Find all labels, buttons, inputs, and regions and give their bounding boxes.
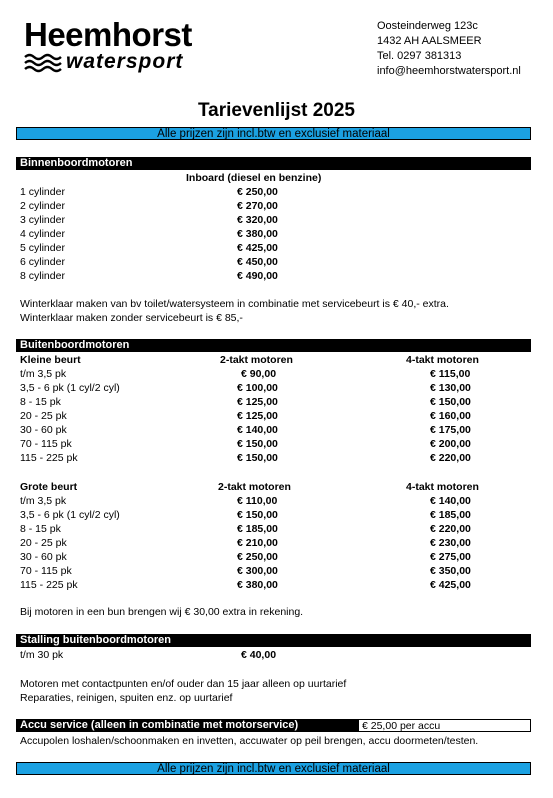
price-4takt: € 350,00 [430,565,471,577]
row-label: 2 cylinder [20,200,65,212]
table-row [20,564,520,578]
section-header-accu: Accu service (alleen in combinatie met motorservice) [16,719,358,732]
row-price: € 250,00 [237,186,278,198]
col-4takt-header: 4-takt motoren [406,354,479,366]
row-label: 115 - 225 pk [20,452,78,464]
table-row [20,648,520,662]
table-row [20,269,520,283]
table-row [20,367,520,381]
table-row [20,522,520,536]
price-2takt: € 150,00 [237,509,278,521]
section-header-stalling: Stalling buitenboordmotoren [16,634,531,647]
winterklaar-note: Winterklaar maken van bv toilet/watersysteem in combinatie met servicebeurt is € 40,- extra. [20,298,449,310]
price-4takt: € 220,00 [430,452,471,464]
row-price: € 450,00 [237,256,278,268]
price-2takt: € 110,00 [237,495,278,507]
row-label: t/m 3,5 pk [20,368,67,380]
table-row [20,536,520,550]
row-label: 115 - 225 pk [20,579,78,591]
table-row [20,578,520,592]
address-email[interactable]: info@heemhorstwatersport.nl [377,65,521,77]
waves-icon [24,53,64,73]
accu-price-box: € 25,00 per accu [358,719,531,732]
logo-text: Heemhorst [24,16,192,53]
row-label: 30 - 60 pk [20,551,67,563]
inboard-subheader: Inboard (diesel en benzine) [186,172,322,184]
section-header-binnenboord: Binnenboordmotoren [16,157,531,170]
row-label: 3,5 - 6 pk (1 cyl/2 cyl) [20,509,120,521]
price-4takt: € 160,00 [430,410,471,422]
address-city: 1432 AH AALSMEER [377,35,482,47]
price-2takt: € 90,00 [241,368,277,380]
table-row [20,451,520,465]
row-label: 8 - 15 pk [20,523,61,535]
table-row [20,241,520,255]
table-row [20,227,520,241]
section-header-buitenboord: Buitenboordmotoren [16,339,531,352]
price-4takt: € 185,00 [430,509,471,521]
table-row [20,185,520,199]
logo-subtext: watersport [66,50,184,73]
row-label: 20 - 25 pk [20,410,67,422]
price-4takt: € 230,00 [430,537,471,549]
table-row [20,213,520,227]
row-label: t/m 30 pk [20,649,64,661]
price-4takt: € 140,00 [430,495,471,507]
price-2takt: € 150,00 [237,452,278,464]
row-label: 30 - 60 pk [20,424,67,436]
row-label: 70 - 115 pk [20,438,72,450]
table-subheader [20,171,520,185]
col-2takt-header: 2-takt motoren [218,481,291,493]
price-4takt: € 425,00 [430,579,471,591]
table-row [20,409,520,423]
row-price: € 380,00 [237,228,278,240]
price-banner-top: Alle prijzen zijn incl.btw en exclusief materiaal [16,127,531,140]
table-header-row [20,480,520,494]
price-2takt: € 210,00 [237,537,278,549]
kleine-beurt-title: Kleine beurt [20,354,81,366]
row-label: 70 - 115 pk [20,565,72,577]
table-row [20,395,520,409]
col-2takt-header: 2-takt motoren [220,354,293,366]
price-4takt: € 150,00 [430,396,471,408]
price-4takt: € 115,00 [430,368,471,380]
stalling-note: Motoren met contactpunten en/of ouder dan 15 jaar alleen op uurtarief [20,678,347,690]
price-4takt: € 275,00 [430,551,471,563]
address-phone: Tel. 0297 381313 [377,50,462,62]
row-price: € 490,00 [237,270,278,282]
table-row [20,255,520,269]
address-street: Oosteinderweg 123c [377,20,478,32]
price-4takt: € 175,00 [430,424,471,436]
price-2takt: € 185,00 [237,523,278,535]
row-label: t/m 3,5 pk [20,495,67,507]
row-label: 6 cylinder [20,256,65,268]
price-2takt: € 140,00 [237,424,278,436]
row-label: 20 - 25 pk [20,537,67,549]
stalling-note: Reparaties, reinigen, spuiten enz. op uurtarief [20,692,233,704]
col-4takt-header: 4-takt motoren [406,481,479,493]
table-row [20,508,520,522]
row-price: € 425,00 [237,242,278,254]
table-row [20,199,520,213]
row-label: 3,5 - 6 pk (1 cyl/2 cyl) [20,382,120,394]
price-2takt: € 250,00 [237,551,278,563]
grote-beurt-title: Grote beurt [20,481,78,493]
price-4takt: € 130,00 [430,382,471,394]
row-label: 8 - 15 pk [20,396,61,408]
page-title: Tarievenlijst 2025 [197,100,356,121]
table-row [20,423,520,437]
row-price: € 40,00 [241,649,277,661]
price-2takt: € 125,00 [237,410,278,422]
price-2takt: € 125,00 [237,396,278,408]
table-row [20,550,520,564]
row-label: 5 cylinder [20,242,65,254]
bun-note: Bij motoren in een bun brengen wij € 30,00 extra in rekening. [20,606,304,618]
price-2takt: € 100,00 [237,382,278,394]
table-header-row [20,353,520,367]
address-block [377,19,521,79]
row-label: 4 cylinder [20,228,65,240]
row-label: 1 cylinder [20,186,65,198]
price-banner-bottom: Alle prijzen zijn incl.btw en exclusief materiaal [16,762,531,775]
row-price: € 320,00 [237,214,278,226]
accu-note: Accupolen loshalen/schoonmaken en invetten, accuwater op peil brengen, accu doormeten/testen. [20,735,479,747]
table-row [20,437,520,451]
price-2takt: € 380,00 [237,579,278,591]
price-2takt: € 300,00 [237,565,278,577]
row-price: € 270,00 [237,200,278,212]
table-row [20,381,520,395]
table-row [20,494,520,508]
winterklaar-note: Winterklaar maken zonder servicebeurt is € 85,- [20,312,243,324]
row-label: 8 cylinder [20,270,65,282]
price-2takt: € 150,00 [237,438,278,450]
price-4takt: € 220,00 [430,523,471,535]
row-label: 3 cylinder [20,214,65,226]
price-4takt: € 200,00 [430,438,471,450]
